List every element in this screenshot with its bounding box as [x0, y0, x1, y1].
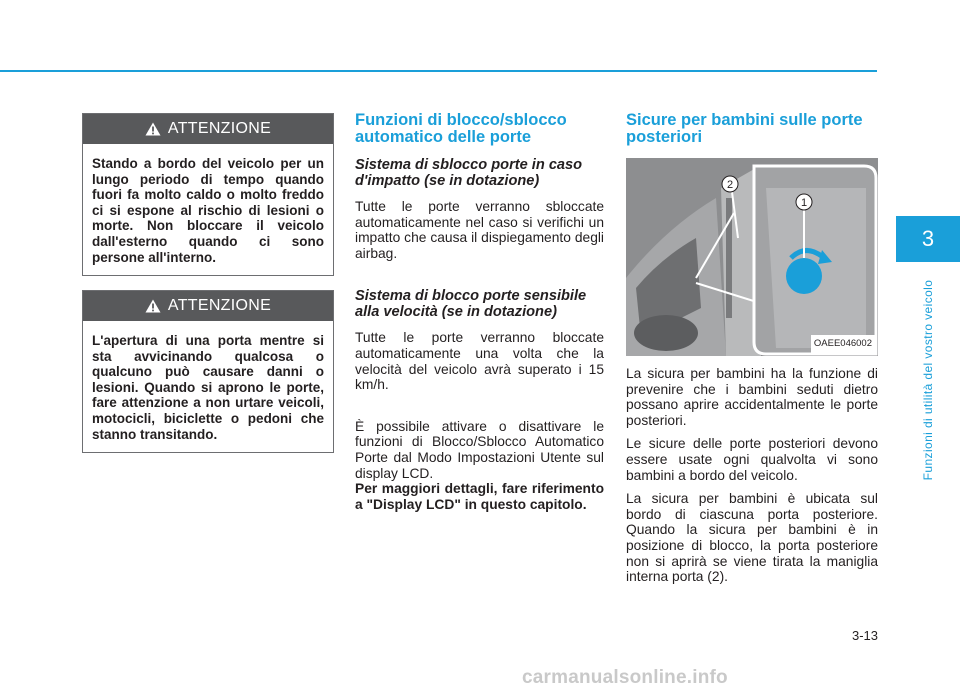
warning-triangle-icon — [145, 299, 161, 313]
warning-title: ATTENZIONE — [167, 297, 272, 314]
callout-2: 2 — [726, 179, 734, 191]
paragraph: Le sicure delle porte posteriori devono essere usate ogni qualvolta vi sono bambini a bordo del veicolo. — [626, 436, 878, 483]
page-number: 3-13 — [851, 628, 878, 643]
figure-label: OAEE046002 — [811, 335, 875, 353]
section-title: Funzioni di blocco/sblocco automatico delle porte — [355, 111, 567, 146]
chapter-tab: 3 — [896, 216, 960, 262]
subsection-title: Sistema di blocco porte sensibile alla velocità (se in dotazione) — [355, 288, 587, 320]
warning-triangle-icon — [145, 122, 161, 136]
paragraph: È possibile attivare o disattivare le funzioni di Blocco/Sblocco Automatico Porte dal Modo Impostazioni Utente sul display LCD. — [355, 418, 604, 481]
warning-box-2 — [82, 290, 334, 453]
child-lock-figure — [626, 158, 878, 356]
paragraph-reference: Per maggiori dettagli, fare riferimento a "Display LCD" in questo capitolo. — [355, 481, 604, 512]
auto-lock-section — [355, 112, 604, 526]
warning-header — [83, 291, 333, 321]
chapter-title-vertical: Funzioni di utilità del vostro veicolo — [921, 279, 935, 481]
warning-text: L'apertura di una porta mentre si sta avvicinando qualcosa o qualcuno può causare danni o lesioni. Quando si aprono le porte, fare attenzione a non urtare veicoli, motocicli, biciclette o pedoni che stanno transitando. — [92, 333, 324, 442]
subsection-title: Sistema di sblocco porte in caso d'impatto (se in dotazione) — [355, 157, 583, 189]
callout-1: 1 — [800, 197, 808, 209]
warning-text: Stando a bordo del veicolo per un lungo periodo di tempo quando fuori fa molto caldo o molto freddo ci si espone al rischio di lesioni o morte. Non bloccare il veicolo dall'esterno quando ci sono persone all'interno. — [92, 156, 324, 265]
section-title: Sicure per bambini sulle porte posteriori — [626, 111, 863, 146]
watermark: carmanualsonline.info — [522, 667, 728, 688]
warning-title: ATTENZIONE — [167, 120, 272, 137]
paragraph: Tutte le porte verranno bloccate automaticamente una volta che la velocità del veicolo avrà superato i 15 km/h. — [355, 330, 604, 393]
car-door-illustration — [626, 158, 878, 356]
warning-box-1 — [82, 113, 334, 276]
paragraph: Tutte le porte verranno sbloccate automaticamente nel caso si verifichi un impatto che causa il dispiegamento degli airbag. — [355, 199, 604, 261]
paragraph: La sicura per bambini ha la funzione di prevenire che i bambini seduti dietro possano aprire accidentalmente le porte posteriori. — [626, 366, 878, 428]
warning-header — [83, 114, 333, 144]
paragraph: La sicura per bambini è ubicata sul bordo di ciascuna porta posteriore. Quando la sicura per bambini è in posizione di blocco, la porta posteriore non si aprirà se viene tirata la maniglia interna porta (2). — [626, 491, 878, 585]
child-lock-section — [626, 112, 878, 599]
top-rule — [0, 70, 877, 72]
